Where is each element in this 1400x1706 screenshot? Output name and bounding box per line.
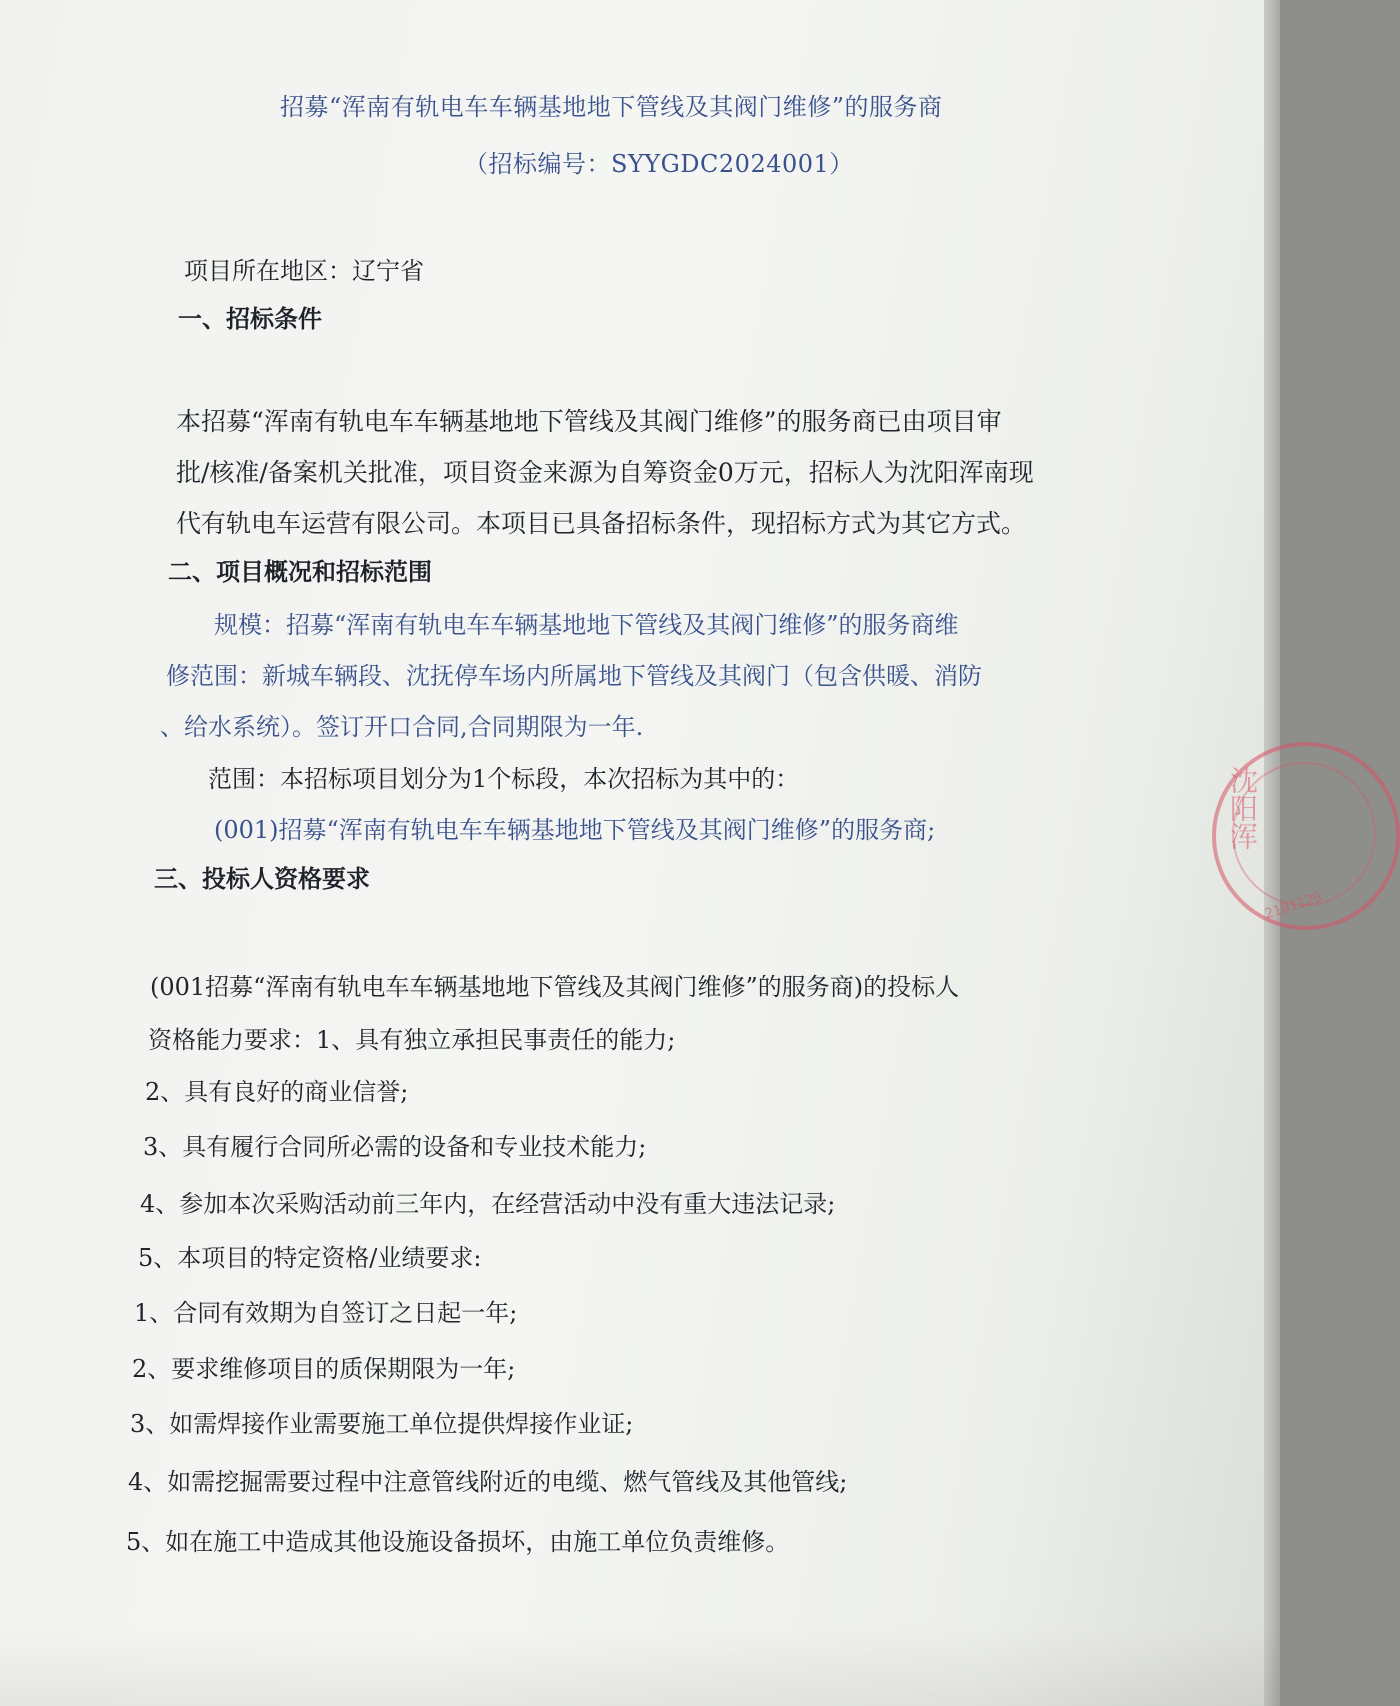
seal-code: 2101120	[1262, 889, 1325, 923]
paragraph-line: (001招募“浑南有轨电车车辆基地地下管线及其阀门维修”的服务商)的投标人	[150, 973, 960, 1001]
paragraph-line: 2、要求维修项目的质保期限为一年;	[132, 1355, 516, 1383]
page-shadow	[0, 1626, 1280, 1706]
bid-number: （招标编号：SYYGDC2024001）	[464, 150, 854, 178]
paragraph-line: 4、如需挖掘需要过程中注意管线附近的电缆、燃气管线及其他管线;	[128, 1468, 848, 1496]
paragraph-line: 范围：本招标项目划分为1个标段，本次招标为其中的：	[208, 765, 800, 793]
paragraph-line: 资格能力要求：1、具有独立承担民事责任的能力;	[148, 1026, 676, 1054]
section-heading-project-overview: 二、项目概况和招标范围	[168, 558, 432, 586]
paragraph-line: 3、如需焊接作业需要施工单位提供焊接作业证;	[130, 1410, 634, 1438]
paragraph-line: 修范围：新城车辆段、沈抚停车场内所属地下管线及其阀门（包含供暖、消防	[166, 662, 982, 690]
paragraph-line: 2、具有良好的商业信誉;	[145, 1078, 409, 1106]
paragraph-line: 批/核准/备案机关批准，项目资金来源为自筹资金0万元，招标人为沈阳浑南现	[176, 458, 1034, 487]
paragraph-line: 代有轨电车运营有限公司。本项目已具备招标条件，现招标方式为其它方式。	[176, 509, 1027, 538]
section-heading-qualification: 三、投标人资格要求	[154, 865, 370, 893]
project-location: 项目所在地区：辽宁省	[184, 257, 424, 285]
document-title: 招募“浑南有轨电车车辆基地地下管线及其阀门维修”的服务商	[280, 93, 943, 121]
paragraph-line: 4、参加本次采购活动前三年内，在经营活动中没有重大违法记录;	[140, 1190, 836, 1218]
paragraph-line: (001)招募“浑南有轨电车车辆基地地下管线及其阀门维修”的服务商;	[214, 816, 936, 844]
section-heading-bid-conditions: 一、招标条件	[178, 305, 322, 333]
company-seal-stamp	[1212, 742, 1400, 930]
paragraph-line: 、给水系统）。签订开口合同,合同期限为一年.	[160, 713, 644, 741]
paragraph-line: 5、本项目的特定资格/业绩要求:	[138, 1244, 482, 1272]
paragraph-line: 1、合同有效期为自签订之日起一年;	[134, 1299, 518, 1327]
paragraph-line: 3、具有履行合同所必需的设备和专业技术能力;	[143, 1133, 647, 1161]
paragraph-line: 5、如在施工中造成其他设施设备损坏，由施工单位负责维修。	[126, 1528, 790, 1556]
seal-text: 沈阳浑	[1226, 766, 1259, 850]
paragraph-line: 本招募“浑南有轨电车车辆基地地下管线及其阀门维修”的服务商已由项目审	[176, 407, 1002, 436]
paragraph-line: 规模：招募“浑南有轨电车车辆基地地下管线及其阀门维修”的服务商维	[214, 611, 959, 639]
